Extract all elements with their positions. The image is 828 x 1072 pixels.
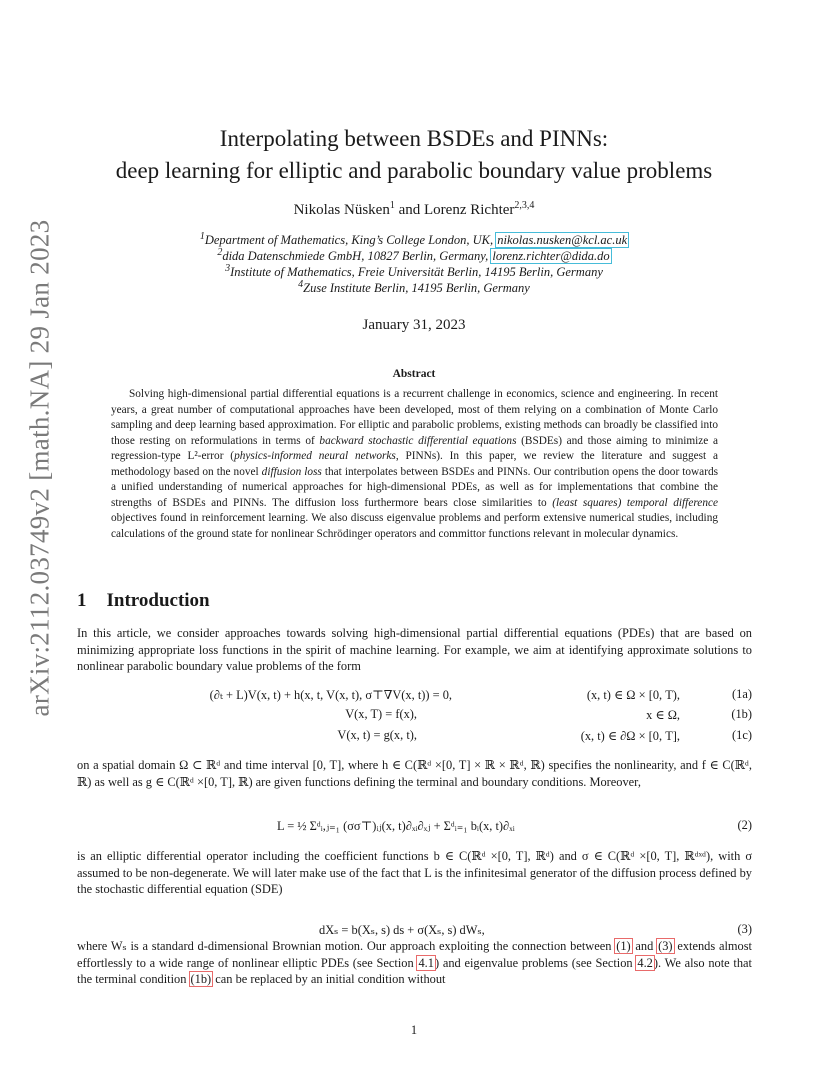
abstract-text-2: (BSDEs) and those aiming to minimize a regression-type L²-error ( [111, 434, 718, 462]
equation-1b-lhs: V(x, T) = f(x), [345, 707, 417, 721]
abstract-text-1: Solving high-dimensional partial differential equations is a recurrent challenge in economics, science and engineering. In recent years, a great number of computational approaches have been developed, most of them relying on a combination of Monte Carlo sampling and deep learning based approximation. For elliptic and parabolic problems, existing methods can broadly be classified into those resting on reformulations in terms of [111, 388, 718, 447]
section-ref-4-2[interactable]: 4.2 [637, 955, 653, 970]
author-1-sup: 1 [389, 200, 395, 211]
paragraph-4-text-b: and [631, 939, 658, 953]
abstract-italic-4: (least squares) temporal difference [552, 496, 718, 509]
equation-ref-1[interactable]: (1) [616, 939, 631, 953]
affiliation-2-sup: 2 [217, 246, 223, 258]
section-number: 1 [77, 590, 87, 611]
affiliation-4 [0, 280, 828, 296]
equation-3-tag: (3) [737, 922, 752, 936]
equation-2-body: L = ½ Σᵈᵢ,ⱼ₌₁ (σσ⊤)ᵢⱼ(x, t)∂ₓᵢ∂ₓⱼ + Σᵈᵢ₌₁ bᵢ(x, t)∂ₓᵢ [277, 819, 515, 833]
paragraph-4-text-c: extends almost effortlessly to a wide range of nonlinear elliptic PDEs (see Section [77, 939, 752, 970]
affiliation-3 [0, 264, 828, 280]
equation-ref-1b[interactable]: (1b) [190, 972, 212, 986]
affiliation-3-sup: 3 [225, 262, 231, 274]
equation-1c-condition: (x, t) ∈ ∂Ω × [0, T], [580, 729, 680, 743]
abstract-italic-2: physics-informed neural networks [234, 450, 396, 462]
arxiv-identifier: arXiv:2112.03749v2 [math.NA] 29 Jan 2023 [24, 219, 55, 717]
section-heading [77, 590, 210, 612]
equation-1a [77, 687, 752, 707]
section-ref-4-1[interactable]: 4.1 [418, 955, 434, 970]
author-1-name: Nikolas Nüsken [293, 202, 390, 218]
equation-2 [77, 808, 752, 848]
equation-1b [77, 707, 752, 727]
abstract-italic-3: diffusion loss [261, 465, 322, 478]
equation-2-tag: (2) [737, 818, 752, 832]
equation-1a-lhs: (∂ₜ + L)V(x, t) + h(x, t, V(x, t), σ⊤∇V(x, t)) = 0, [209, 688, 452, 702]
equation-1b-tag: (1b) [731, 707, 752, 721]
affiliation-1-sup: 1 [199, 230, 205, 242]
author-2-name: Lorenz Richter [424, 202, 515, 218]
affiliation-1-text: Department of Mathematics, King’s College London, UK, [204, 233, 494, 247]
abstract-text-4: that interpolates between BSDEs and PINNs. Our contribution opens the door towards a unified understanding of numerical approaches for high-dimensional PDEs, as well as for implementations that combine the strengths of BSDEs and PINNs. The diffusion loss furthermore bears close similarities to [111, 465, 718, 509]
paragraph-4 [77, 938, 752, 988]
page-number: 1 [410, 1023, 418, 1037]
paragraph-4-text-f: can be replaced by an initial condition without [212, 972, 446, 986]
equation-1c-tag: (1c) [732, 728, 752, 742]
paragraph-4-text-a: where Wₛ is a standard d-dimensional Brownian motion. Our approach exploiting the connection between [77, 939, 616, 953]
authors-and: and [398, 202, 421, 218]
paragraph-4-text-d: ) and eigenvalue problems (see Section [434, 955, 637, 970]
affiliation-3-text: Institute of Mathematics, Freie Universität Berlin, 14195 Berlin, Germany [230, 265, 603, 279]
affiliation-4-sup: 4 [298, 278, 304, 290]
title-line-2: deep learning for elliptic and parabolic boundary value problems [115, 158, 713, 183]
equation-3-body: dXₛ = b(Xₛ, s) ds + σ(Xₛ, s) dWₛ, [319, 923, 485, 937]
equation-1a-condition: (x, t) ∈ Ω × [0, T), [586, 688, 680, 702]
equation-1c [77, 728, 752, 748]
authors [0, 202, 828, 219]
affiliation-2-text: dida Datenschmiede GmbH, 10827 Berlin, Germany, [222, 249, 489, 263]
equation-ref-3[interactable]: (3) [658, 939, 673, 953]
abstract-italic-1: backward stochastic differential equations [319, 434, 517, 447]
affiliation-1 [0, 232, 828, 248]
section-title: Introduction [106, 590, 210, 611]
equation-1b-condition: x ∈ Ω, [646, 708, 680, 722]
abstract-text-3: , PINNs). In this paper, we review the literature and suggest a methodology based on the novel [111, 450, 718, 478]
paragraph-2: on a spatial domain Ω ⊂ ℝᵈ and time interval [0, T], where h ∈ C(ℝᵈ ×[0, T] × ℝ × ℝᵈ, ℝ) specifies the nonlinearity, and f ∈ C(ℝᵈ, ℝ) as well as g ∈ C(ℝᵈ ×[0, T], ℝ) are given functions defining the terminal and boundary conditions. Moreover, [77, 758, 752, 789]
abstract-body [111, 387, 718, 542]
affiliation-4-text: Zuse Institute Berlin, 14195 Berlin, Germany [303, 281, 530, 295]
paragraph-1: In this article, we consider approaches towards solving high-dimensional partial differential equations (PDEs) that are based on minimizing appropriate loss functions in the spirit of machine learning. For example, we aim at identifying approximate solutions to nonlinear parabolic boundary value problems of the form [77, 626, 752, 673]
affiliation-2 [0, 248, 828, 264]
paragraph-3: is an elliptic differential operator including the coefficient functions b ∈ C(ℝᵈ ×[0, T], ℝᵈ) and σ ∈ C(ℝᵈ ×[0, T], ℝᵈˣᵈ), with σ assumed to be non-degenerate. We will later make use of the fact that L is the infinitesimal generator of the diffusion process defined by the stochastic differential equation (SDE) [77, 849, 752, 896]
equation-1a-tag: (1a) [732, 687, 752, 701]
email-link-1[interactable]: nikolas.nusken@kcl.ac.uk [497, 233, 628, 247]
date: January 31, 2023 [362, 317, 466, 333]
abstract-text-5: objectives found in reinforcement learning. We also discuss eigenvalue problems and perform extensive numerical studies, including calculations of the ground state for nonlinear Schrödinger operators and committor functions relevant in molecular dynamics. [111, 512, 718, 540]
affiliations [0, 232, 828, 296]
author-2-sup: 2,3,4 [514, 200, 535, 211]
title-line-1: Interpolating between BSDEs and PINNs: [219, 126, 609, 151]
abstract-heading: Abstract [392, 368, 436, 380]
paragraph-4-text-e: ). We also note that the terminal condition [77, 955, 752, 986]
email-link-2[interactable]: lorenz.richter@dida.do [492, 249, 610, 263]
equation-1c-lhs: V(x, t) = g(x, t), [337, 728, 417, 742]
